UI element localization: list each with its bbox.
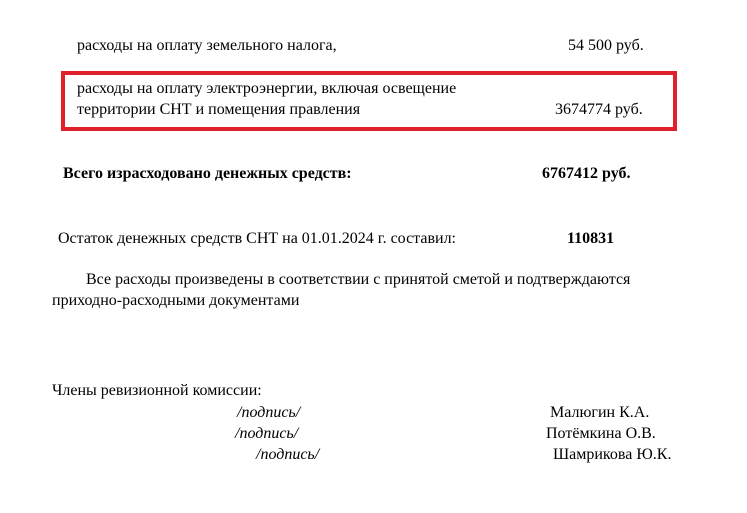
commission-heading: Члены ревизионной комиссии:: [52, 382, 262, 399]
total-amount: 6767412 руб.: [542, 165, 631, 182]
total-label: Всего израсходовано денежных средств:: [63, 165, 352, 182]
electricity-label-line1: расходы на оплату электроэнергии, включая освещение: [77, 80, 457, 97]
statement-line1: Все расходы произведены в соответствии с принятой сметой и подтверждаются: [86, 271, 631, 288]
balance-label: Остаток денежных средств СНТ на 01.01.2024 г. составил:: [58, 230, 456, 247]
signature-2: /подпись/: [235, 425, 299, 442]
electricity-label-line2: территории СНТ и помещения правления: [77, 101, 361, 118]
signature-3: /подпись/: [256, 446, 320, 463]
member-name-1: Малюгин К.А.: [550, 404, 650, 421]
member-name-3: Шамрикова Ю.К.: [553, 446, 672, 463]
land-tax-amount: 54 500 руб.: [568, 37, 644, 54]
member-name-2: Потёмкина О.В.: [546, 425, 656, 442]
electricity-amount: 3674774 руб.: [555, 101, 643, 118]
balance-amount: 110831: [567, 230, 615, 247]
statement-line2: приходно-расходными документами: [52, 292, 300, 309]
land-tax-label: расходы на оплату земельного налога,: [77, 37, 337, 54]
signature-1: /подпись/: [237, 404, 301, 421]
